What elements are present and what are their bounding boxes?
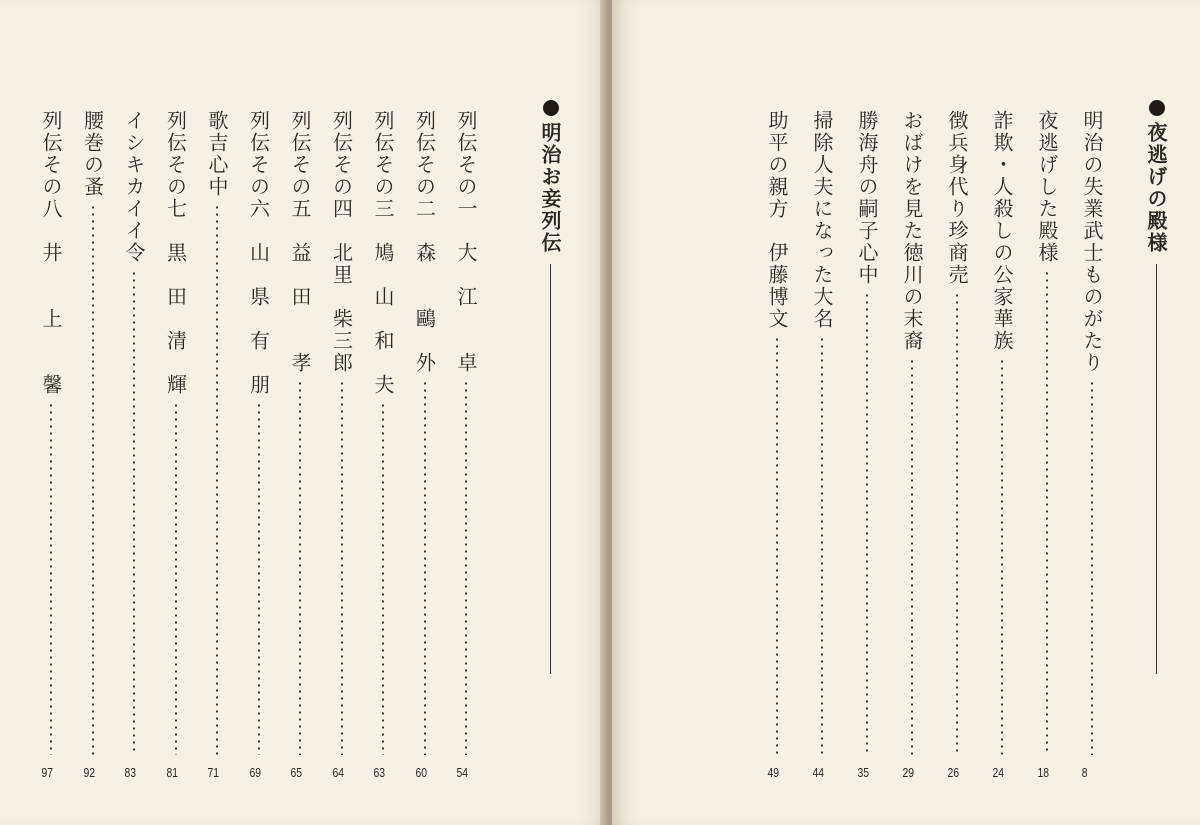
toc-page-number: 44 xyxy=(812,765,825,780)
dot-leader xyxy=(1046,270,1048,755)
toc-entry-title: 勝海舟の嗣子心中 xyxy=(855,110,879,286)
toc-entry xyxy=(992,110,1012,755)
section-rule xyxy=(1156,264,1157,674)
dot-leader xyxy=(50,402,52,755)
toc-entry-title: 列伝その一 大 江 卓 xyxy=(454,110,478,374)
dot-leader xyxy=(341,380,343,755)
toc-entry-title: 歌吉心中 xyxy=(205,110,229,198)
toc-entry-title: おばけを見た徳川の末裔 xyxy=(900,110,924,352)
toc-entry-title: 列伝その六 山 県 有 朋 xyxy=(246,110,271,396)
dot-leader xyxy=(175,402,177,755)
toc-page-number: 49 xyxy=(767,765,780,780)
toc-entry-title: 列伝その二 森 鷗 外 xyxy=(412,110,437,374)
right-section-title: 夜逃げの殿様 xyxy=(1144,122,1168,254)
right-page xyxy=(612,0,1200,825)
toc-entry xyxy=(41,110,61,755)
dot-leader xyxy=(465,380,467,755)
dot-leader xyxy=(911,358,913,755)
toc-page-number: 35 xyxy=(857,765,870,780)
dot-leader xyxy=(821,336,823,755)
toc-entry xyxy=(902,110,922,755)
toc-entry xyxy=(947,110,967,755)
toc-entry-title: 列伝その五 益 田 孝 xyxy=(288,110,312,374)
toc-entry xyxy=(163,110,188,755)
toc-page-number: 8 xyxy=(1081,765,1088,780)
toc-entry-title: 詐欺・人殺しの公家華族 xyxy=(990,110,1014,352)
toc-entry xyxy=(456,110,476,755)
toc-entry xyxy=(246,110,271,755)
toc-entry-title: イシキカイイ令 xyxy=(122,110,146,264)
dot-leader xyxy=(776,336,778,755)
toc-page-number: 65 xyxy=(290,765,303,780)
toc-entry-title: 列伝その七 黒 田 清 輝 xyxy=(163,110,188,396)
toc-page-number: 29 xyxy=(902,765,915,780)
toc-entry-title: 腰巻の蚤 xyxy=(80,110,105,198)
toc-entry-title: 夜逃げした殿様 xyxy=(1035,110,1059,264)
left-section-title: 明治お妾列伝 xyxy=(538,122,562,254)
toc-page-number: 18 xyxy=(1037,765,1050,780)
toc-page-number: 24 xyxy=(992,765,1005,780)
toc-page-number: 64 xyxy=(331,765,344,780)
toc-entry xyxy=(124,110,144,755)
toc-page-number: 60 xyxy=(414,765,427,780)
dot-leader xyxy=(424,380,426,755)
left-section-heading xyxy=(536,100,565,674)
toc-entry xyxy=(857,110,877,755)
dot-leader xyxy=(133,270,135,755)
toc-entry xyxy=(80,110,105,755)
toc-entry-title: 列伝その三 鳩 山 和 夫 xyxy=(371,110,395,396)
bullet-icon xyxy=(1149,100,1165,116)
section-rule xyxy=(550,264,551,674)
dot-leader xyxy=(1091,380,1093,755)
toc-entry-title: 列伝その八 井 上 馨 xyxy=(39,110,63,396)
dot-leader xyxy=(1001,358,1003,755)
toc-entry-title: 助平の親方 伊藤博文 xyxy=(765,110,789,330)
toc-entry-title: 列伝その四 北里 柴三郎 xyxy=(329,110,354,374)
toc-page-number: 97 xyxy=(41,765,54,780)
toc-page-number: 83 xyxy=(124,765,137,780)
toc-page-number: 26 xyxy=(947,765,960,780)
toc-entry xyxy=(329,110,354,755)
dot-leader xyxy=(258,402,260,755)
dot-leader xyxy=(382,402,384,755)
toc-page-number: 63 xyxy=(373,765,386,780)
right-section-heading xyxy=(1142,100,1171,674)
toc-entry xyxy=(1037,110,1057,755)
toc-entry xyxy=(1082,110,1102,755)
toc-entry xyxy=(207,110,227,755)
dot-leader xyxy=(92,204,94,755)
toc-entry xyxy=(412,110,437,755)
toc-page-number: 81 xyxy=(165,765,178,780)
toc-entry-title: 掃除人夫になった大名 xyxy=(810,110,834,330)
toc-page-number: 92 xyxy=(82,765,95,780)
toc-entry xyxy=(373,110,393,755)
dot-leader xyxy=(956,292,958,755)
toc-page-number: 71 xyxy=(207,765,220,780)
bullet-icon xyxy=(543,100,559,116)
dot-leader xyxy=(866,292,868,755)
toc-entry xyxy=(812,110,832,755)
toc-entry xyxy=(767,110,787,755)
toc-entry xyxy=(290,110,310,755)
toc-page-number: 54 xyxy=(456,765,469,780)
toc-entry-title: 徴兵身代り珍商売 xyxy=(945,110,969,286)
dot-leader xyxy=(216,204,218,755)
dot-leader xyxy=(299,380,301,755)
toc-page-number: 69 xyxy=(248,765,261,780)
toc-entry-title: 明治の失業武士ものがたり xyxy=(1080,110,1104,374)
